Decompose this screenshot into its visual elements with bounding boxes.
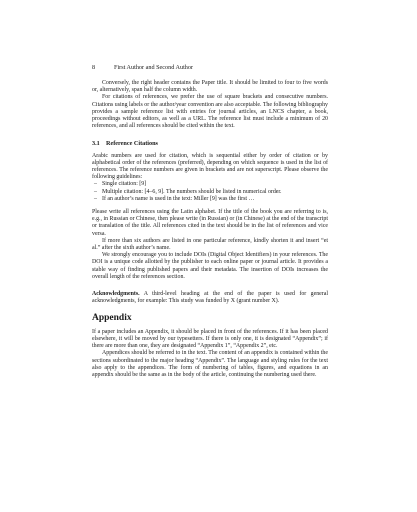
- list-item: – If an author’s name is used in the text: Miller [9] was the first …: [92, 196, 328, 203]
- paragraph-citations: For citations of references, we prefer the use of square brackets and consecutive numbers. Citations using labels or the author/year convention are also acceptable. The following bibliography provides a sample reference list with entries for journal articles, an LNCS chapter, a book, proceedings without editors, as well as a URL. The reference list must include a minimum of 20 references, and all references should be cited within the text.: [92, 94, 328, 130]
- section-number: 3.1: [92, 140, 100, 148]
- page-body: [92, 80, 328, 379]
- paragraph-arabic-numbers: Arabic numbers are used for citation, which is sequential either by order of citation or by alphabetical order of the references (preferred), depending on which sequence is used in the list of references. The reference numbers are given in brackets and are not superscript. Please observe the following guidelines:: [92, 152, 328, 181]
- guideline-list: [92, 181, 328, 203]
- section-heading: [92, 140, 328, 147]
- page-number: 8: [92, 64, 96, 71]
- acknowledgments: [92, 291, 328, 305]
- section-title: Reference Citations: [106, 140, 158, 148]
- header-authors: First Author and Second Author: [114, 64, 194, 71]
- running-header: [92, 64, 328, 71]
- paragraph-latin-alphabet: Please write all references using the Latin alphabet. If the title of the book you are referring to is, e.g., in Russian or Chinese, then please write (in Russian) or (in Chinese) at the end of the transcript or translation of the title. All references cited in the text should be in the list of references and vice versa.: [92, 209, 328, 237]
- paragraph-header-note: Conversely, the right header contains the Paper title. It should be limited to four to five words or, alternatively, span half the column width.: [92, 80, 328, 94]
- list-item: – Single citation: [9]: [92, 181, 328, 188]
- paragraph-appendix-reference: Appendices should be referred to in the text. The content of an appendix is contained within the sections subordinated to the major heading “Appendix”. The language and styling rules for the text also apply to the appendices. The form of numbering of tables, figures, and equations in an appendix should be the same as in the body of the article, continuing the numbering used there.: [92, 350, 328, 378]
- paragraph-et-al: If more than six authors are listed in one particular reference, kindly shorten it and insert “et al.” after the sixth author’s name.: [92, 237, 328, 252]
- appendix-heading: Appendix: [92, 313, 132, 324]
- list-item: – Multiple citation: [4–6, 9]. The numbers should be listed in numerical order.: [92, 189, 328, 196]
- acknowledgments-label: Acknowledgments.: [92, 291, 140, 298]
- paragraph-appendix-placement: If a paper includes an Appendix, it should be placed in front of the references. If it has been placed elsewhere, it will be moved by our typesetters. If there is only one, it is designated “Appendix”; if there are more than one, they are designated “Appendix 1”, “Appendix 2”, etc.: [92, 328, 328, 350]
- paragraph-doi: We strongly encourage you to include DOIs (Digital Object Identifiers) in your references. The DOI is a unique code allotted by the publisher to each online paper or journal article. It provides a stable way of finding published papers and their metadata. The insertion of DOIs increases the overall length of the references section.: [92, 252, 328, 280]
- acknowledgments-text: A third-level heading at the end of the paper is used for general acknowledgments, for example: This study was funded by X (grant number X).: [92, 291, 328, 305]
